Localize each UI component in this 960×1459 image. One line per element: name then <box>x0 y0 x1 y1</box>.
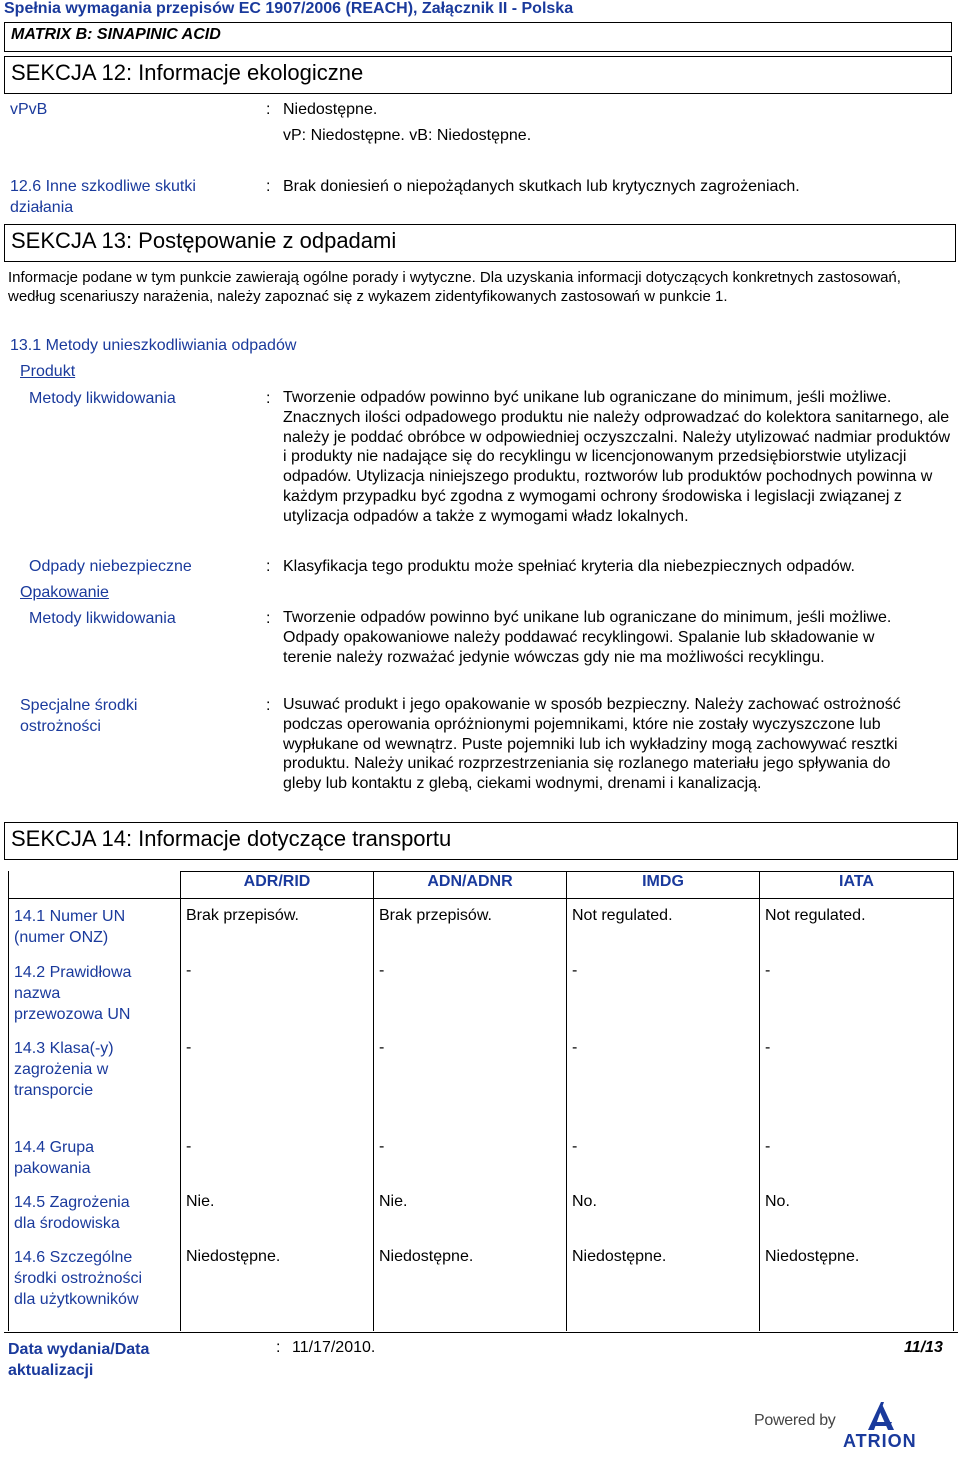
odpady-niebezpieczne-label: Odpady niebezpieczne <box>29 558 192 575</box>
vpvb-value: Niedostępne. <box>283 101 378 118</box>
odpady-niebezpieczne-colon: : <box>266 558 271 575</box>
table-row-label-14-4 <box>14 1137 94 1179</box>
table-cell: Niedostępne. <box>186 1248 281 1265</box>
specjalne-srodki-label-line1: Specjalne środki <box>20 697 138 714</box>
row-label-line: zagrożenia w <box>14 1061 109 1078</box>
vpvb-colon: : <box>266 101 271 118</box>
column-header-iata: IATA <box>839 873 874 890</box>
metody-likwidowania-label: Metody likwidowania <box>29 390 176 407</box>
table-cell: - <box>186 1138 192 1155</box>
table-header-line <box>8 898 954 899</box>
table-cell: Not regulated. <box>572 907 673 924</box>
table-cell: - <box>379 962 385 979</box>
produkt-heading: Produkt <box>20 363 76 380</box>
table-cell: - <box>765 1039 771 1056</box>
section-13-1-title: 13.1 Metody unieszkodliwiania odpadów <box>10 337 297 354</box>
specjalne-srodki-value: Usuwać produkt i jego opakowanie w sposób bezpieczny. Należy zachować ostrożność podczas operowania opróżnionymi pojemnikami, które nie zostały wyczyszczone lub wypłukane od wewnątrz. Puste pojemniki lub ich wykładziny mogą zachowywać resztki produktu. Należy unikać rozprzestrzeniania się rozlanego materiału jego spływania do gleby lub kontaktu z glebą, ciekami wodnymi, drenami i kanalizacją. <box>283 696 901 793</box>
table-cell: No. <box>765 1193 790 1210</box>
table-cell: No. <box>572 1193 597 1210</box>
column-header-imdg: IMDG <box>642 873 684 890</box>
metody-likwidowania-colon: : <box>266 390 271 407</box>
section-12-6-label-line2: działania <box>10 199 74 216</box>
section-13-header <box>4 224 956 262</box>
metody-likwidowania-opakowanie-value: Tworzenie odpadów powinno być unikane lub ograniczane do minimum, jeśli możliwe. Odpady opakowaniowe należy poddawać recyklingowi. Spalanie lub składowanie w terenie należy rozważać jedynie wówczas gdy nie ma możliwości recyklingu. <box>283 609 892 666</box>
table-cell: - <box>186 962 192 979</box>
row-label-line: 14.4 Grupa <box>14 1139 95 1156</box>
table-cell: - <box>572 962 578 979</box>
row-label-line: 14.1 Numer UN <box>14 908 126 925</box>
footer-top-line <box>4 1332 958 1333</box>
table-cell: Nie. <box>186 1193 215 1210</box>
table-cell: - <box>379 1138 385 1155</box>
row-label-line: transporcie <box>14 1082 94 1099</box>
atrion-logo-mark <box>866 1400 896 1432</box>
table-divider-2 <box>566 871 567 1331</box>
section-13-intro: Informacje podane w tym punkcie zawierają ogólne porady i wytyczne. Dla uzyskania informacji dotyczących konkretnych zastosowań, według scenariuszy narażenia, należy zapoznać się z wykazem zidentyfikowanych zastosowań w punkcie 1. <box>8 269 901 305</box>
specjalne-srodki-label <box>20 695 137 737</box>
footer-date-value: 11/17/2010. <box>292 1339 376 1356</box>
table-cell: Brak przepisów. <box>186 907 299 924</box>
section-12-6-colon: : <box>266 178 271 195</box>
row-label-line: dla użytkowników <box>14 1291 139 1308</box>
section-12-header <box>4 56 952 94</box>
metody-likwidowania-value: Tworzenie odpadów powinno być unikane lub ograniczane do minimum, jeśli możliwe. Znacznych ilości odpadowego produktu nie należy odprowadzać do kolektora sanitarnego, ale należy je poddać obróbce w odpowiedniej oczyszczalni. Należy utylizować nadmiar produktów i produkty nie nadające się do recyklingu w licencjonowanym przedsiębiorstwie utylizacji odpadów. Utylizacja niniejszego produktu, roztworów lub produktów pochodnych powinna w każdym przypadku być zgodna z wymogami ochrony środowiska i legislacji związanej z utylizacja odpadów a także z wymogami władz lokalnych. <box>283 389 951 525</box>
row-label-line: dla środowiska <box>14 1215 120 1232</box>
row-label-line: (numer ONZ) <box>14 929 109 946</box>
table-divider-1 <box>373 871 374 1331</box>
vpvb-label: vPvB <box>10 101 48 118</box>
table-row-label-14-3 <box>14 1038 114 1101</box>
table-cell: - <box>572 1138 578 1155</box>
opakowanie-heading: Opakowanie <box>20 584 109 601</box>
table-row-label-14-1 <box>14 906 125 948</box>
footer-colon: : <box>276 1339 281 1356</box>
page-number: 11/13 <box>904 1339 943 1356</box>
table-cell: - <box>186 1039 192 1056</box>
atrion-brand: ATRION <box>843 1431 917 1451</box>
table-cell: - <box>765 1138 771 1155</box>
metody-likwidowania-opakowanie-label: Metody likwidowania <box>29 610 176 627</box>
row-label-line: 14.3 Klasa(-y) <box>14 1040 114 1057</box>
section-12-title: SEKCJA 12: Informacje ekologiczne <box>11 60 364 85</box>
table-divider-3 <box>759 871 760 1331</box>
section-12-6-label <box>10 176 196 218</box>
row-label-line: 14.6 Szczególne <box>14 1249 133 1266</box>
column-header-adr-rid: ADR/RID <box>243 873 311 890</box>
row-label-line: nazwa <box>14 985 61 1002</box>
row-label-line: 14.2 Prawidłowa <box>14 964 132 981</box>
row-label-line: przewozowa UN <box>14 1006 131 1023</box>
footer-date-label-line1: Data wydania/Data <box>8 1341 150 1358</box>
specjalne-srodki-label-line2: ostrożności <box>20 718 101 735</box>
row-label-line: pakowania <box>14 1160 91 1177</box>
section-14-title: SEKCJA 14: Informacje dotyczące transportu <box>11 826 452 851</box>
table-top-line <box>180 871 954 872</box>
vp-vb-value: vP: Niedostępne. vB: Niedostępne. <box>283 127 532 144</box>
metody-likwidowania-opakowanie-colon: : <box>266 610 271 627</box>
table-cell: Niedostępne. <box>379 1248 474 1265</box>
table-cell: Not regulated. <box>765 907 866 924</box>
table-cell: - <box>379 1039 385 1056</box>
table-cell: Niedostępne. <box>765 1248 860 1265</box>
table-row-label-14-2 <box>14 962 131 1025</box>
table-cell: Nie. <box>379 1193 408 1210</box>
specjalne-srodki-colon: : <box>266 697 271 714</box>
footer-date-label <box>8 1339 149 1381</box>
section-12-6-label-line1: 12.6 Inne szkodliwe skutki <box>10 178 196 195</box>
powered-by-label: Powered by <box>754 1412 836 1429</box>
table-border-left <box>8 871 9 1331</box>
row-label-line: środki ostrożności <box>14 1270 143 1287</box>
section-13-title: SEKCJA 13: Postępowanie z odpadami <box>11 228 397 253</box>
section-14-header <box>4 822 958 860</box>
table-cell: - <box>572 1039 578 1056</box>
table-border-right <box>953 871 954 1331</box>
table-cell: - <box>765 962 771 979</box>
product-name: MATRIX B: SINAPINIC ACID <box>11 26 221 43</box>
row-label-line: 14.5 Zagrożenia <box>14 1194 130 1211</box>
section-12-6-value: Brak doniesień o niepożądanych skutkach lub krytycznych zagrożeniach. <box>283 178 800 195</box>
document-header-title: Spełnia wymagania przepisów EC 1907/2006 (REACH), Załącznik II - Polska <box>4 0 574 17</box>
table-cell: Brak przepisów. <box>379 907 492 924</box>
table-row-label-14-5 <box>14 1192 130 1234</box>
product-matrix-box <box>4 22 952 52</box>
footer-date-label-line2: aktualizacji <box>8 1362 94 1379</box>
table-cell: Niedostępne. <box>572 1248 667 1265</box>
table-row-label-14-6 <box>14 1247 142 1310</box>
table-divider-label <box>180 871 181 1331</box>
column-header-adn-adnr: ADN/ADNR <box>427 873 513 890</box>
odpady-niebezpieczne-value: Klasyfikacja tego produktu może spełniać kryteria dla niebezpiecznych odpadów. <box>283 558 855 575</box>
